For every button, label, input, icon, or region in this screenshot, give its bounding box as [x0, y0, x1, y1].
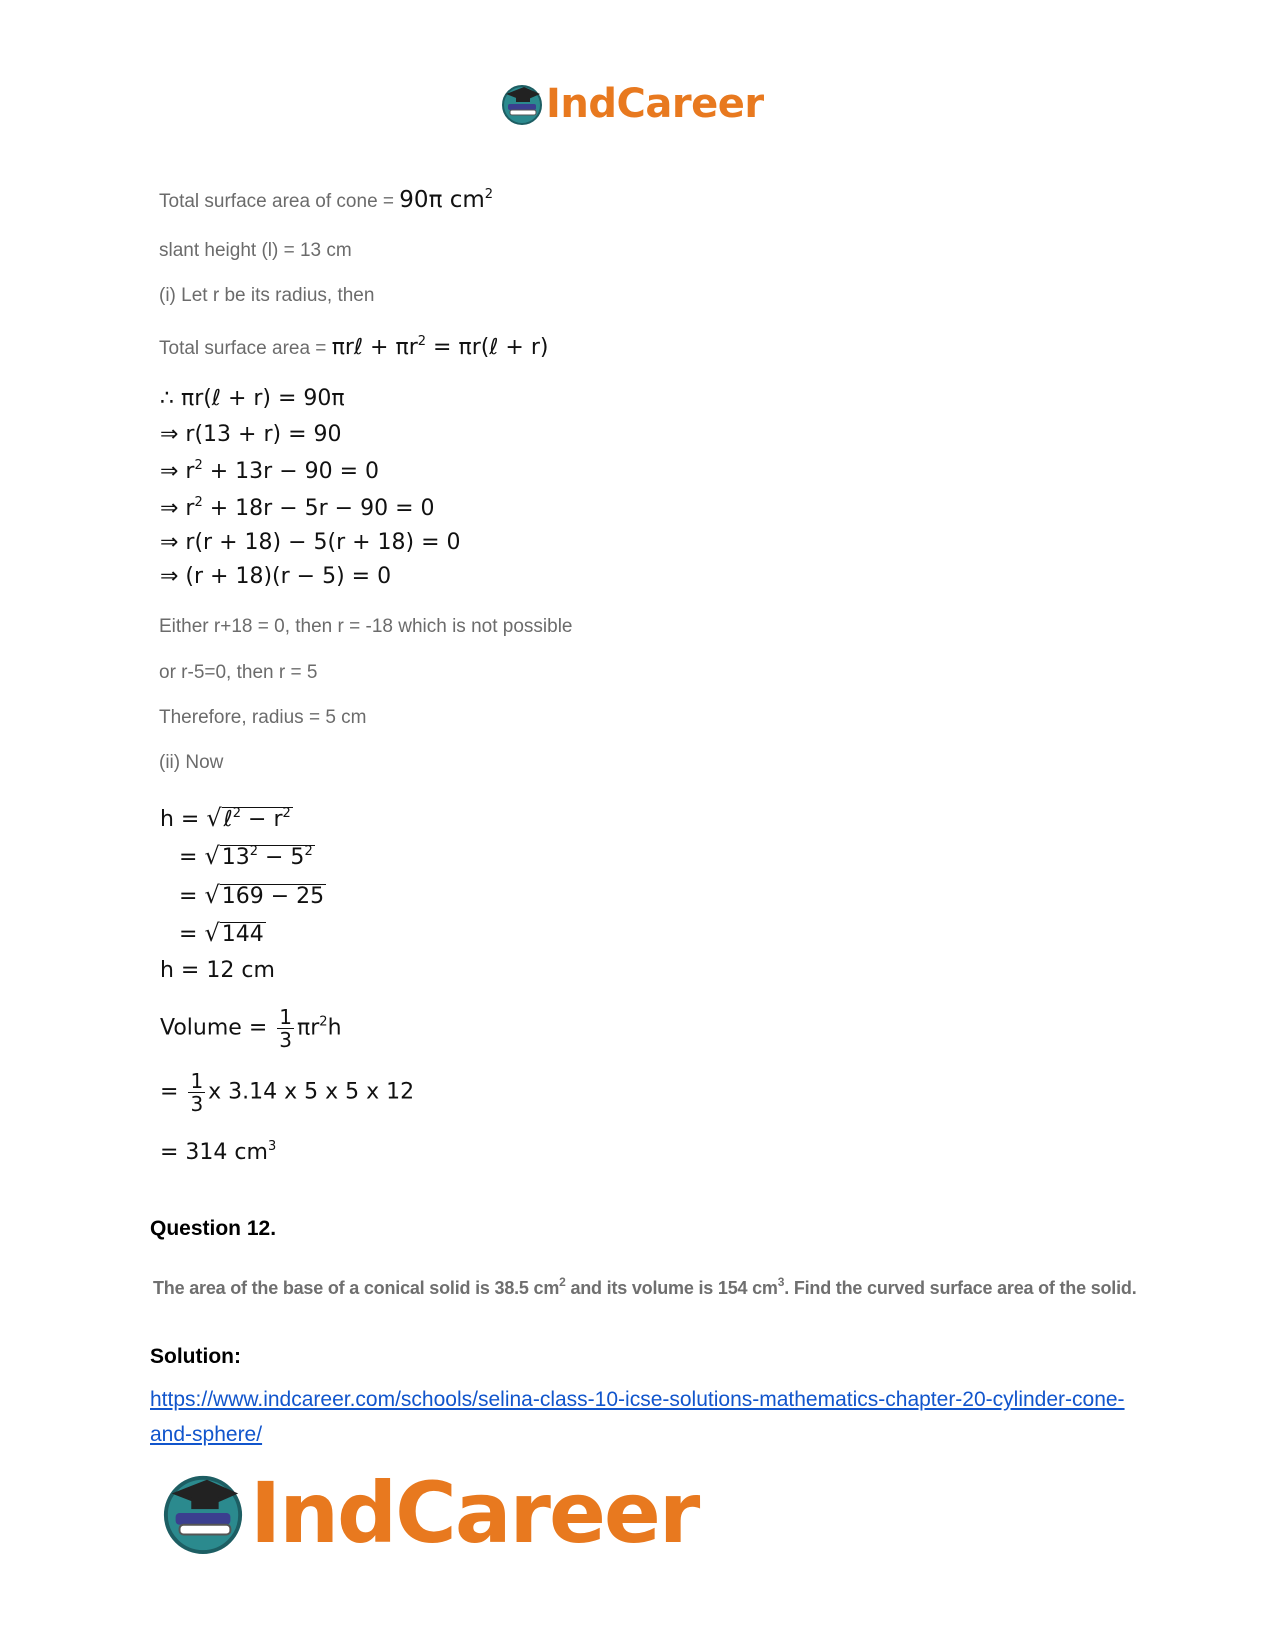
question-title: Question 12. — [150, 1217, 277, 1240]
step-2: ⇒ r(13 + r) = 90 — [160, 422, 342, 447]
h-lhs: h = — [160, 807, 207, 832]
rad1a: ℓ — [223, 807, 233, 832]
slant-height-line: slant height (l) = 13 cm — [159, 240, 352, 261]
question-text-c: . Find the curved surface area of the solid. — [784, 1278, 1137, 1298]
formula-exp: 2 — [417, 334, 427, 349]
rad1-exp-a: 2 — [232, 806, 242, 821]
formula-expression — [332, 335, 549, 360]
tsa-exp: 2 — [484, 187, 494, 202]
formula-label: Total surface area = — [159, 338, 332, 359]
footer-logo — [160, 1464, 699, 1562]
final-value: = 314 cm — [160, 1140, 268, 1165]
volume-exp: 2 — [319, 1014, 328, 1030]
graduation-cap-globe-books-icon — [160, 1470, 246, 1556]
rad2-exp-b: 2 — [304, 844, 313, 859]
step-6: ⇒ (r + 18)(r − 5) = 0 — [160, 564, 392, 589]
tsa-line — [159, 187, 493, 213]
step-4-exp: 2 — [194, 495, 203, 510]
h-step-1 — [160, 804, 293, 832]
step-4 — [160, 496, 435, 521]
step-1: ∴ πr(ℓ + r) = 90π — [160, 386, 345, 411]
step-4a: ⇒ r — [160, 496, 195, 521]
calc-tail: x 3.14 x 5 x 5 x 12 — [208, 1079, 415, 1105]
calc-lhs: = — [160, 1079, 186, 1105]
volume-formula — [160, 1006, 342, 1051]
volume-h: h — [327, 1015, 342, 1041]
sqrt-1: √ℓ$^2$ − $r^2$ — [206, 804, 291, 832]
rad1b: − r — [241, 807, 283, 832]
step-3b: + 13r − 90 = 0 — [202, 459, 380, 484]
calc-fraction — [188, 1070, 205, 1115]
or-line: or r-5=0, then r = 5 — [159, 662, 318, 683]
calc-frac-den: 3 — [190, 1092, 204, 1116]
sqrt-2: $√13^2 - 5^2$ — [204, 842, 313, 870]
h-step-4 — [179, 919, 266, 947]
tsa-value — [399, 187, 493, 213]
footer-logo-text: IndCareer — [250, 1464, 699, 1562]
rad2-exp-a: 2 — [249, 844, 259, 859]
part-i-line: (i) Let r be its radius, then — [159, 285, 375, 306]
sqrt-4: √144 — [204, 919, 264, 947]
rad3: 169 − 25 — [221, 884, 325, 909]
formula-b: = πr(ℓ + r) — [426, 335, 549, 360]
step-3-exp: 2 — [194, 458, 203, 473]
frac-den: 3 — [279, 1028, 292, 1052]
h-step-2 — [179, 842, 315, 870]
eq-2: = — [179, 845, 205, 870]
graduation-cap-globe-books-icon — [500, 82, 544, 126]
eq-4: = — [179, 922, 205, 947]
solution-link[interactable]: https://www.indcareer.com/schools/selina-class-10-icse-solutions-mathematics-chapter-20-cylinder-cone-and-sphere/ — [150, 1388, 1125, 1446]
sqrt-3: √169 − 25 — [204, 881, 325, 909]
either-line: Either r+18 = 0, then r = -18 which is not possible — [159, 616, 573, 637]
rad2a: 13 — [221, 845, 250, 870]
tsa-label: Total surface area of cone = — [159, 191, 400, 212]
fraction-one-third — [277, 1006, 294, 1051]
question-exp-3: 3 — [777, 1275, 785, 1289]
h-result: h = 12 cm — [160, 958, 275, 983]
rad1-exp-b: 2 — [282, 806, 291, 821]
step-4b: + 18r − 5r − 90 = 0 — [202, 496, 435, 521]
calc-frac-num: 1 — [190, 1069, 204, 1093]
volume-label: Volume = — [160, 1015, 275, 1041]
frac-num: 1 — [279, 1005, 292, 1029]
rad4: 144 — [221, 922, 264, 947]
question-text-b: and its volume is 154 cm — [565, 1278, 778, 1298]
step-5: ⇒ r(r + 18) − 5(r + 18) = 0 — [160, 530, 461, 555]
formula-a: πrℓ + πr — [331, 335, 418, 360]
step-3a: ⇒ r — [160, 459, 195, 484]
question-text-a: The area of the base of a conical solid is 38.5 cm — [153, 1278, 560, 1298]
logo-text: IndCareer — [546, 81, 764, 127]
step-3 — [160, 459, 379, 484]
volume-tail: πr — [296, 1015, 320, 1041]
tsa-formula-line — [159, 335, 549, 360]
question-exp-2: 2 — [559, 1275, 566, 1289]
rad2b: − 5 — [258, 845, 305, 870]
final-exp: 3 — [267, 1139, 277, 1154]
header-logo — [500, 80, 764, 128]
h-step-3 — [179, 881, 326, 909]
therefore-line: Therefore, radius = 5 cm — [159, 707, 367, 728]
tsa-value-text: 90π cm — [399, 187, 485, 213]
volume-calc — [160, 1070, 414, 1115]
eq-3: = — [179, 884, 205, 909]
volume-final — [160, 1140, 276, 1165]
solution-label: Solution: — [150, 1345, 241, 1368]
part-ii-line: (ii) Now — [159, 752, 224, 773]
question-text — [153, 1275, 1137, 1299]
